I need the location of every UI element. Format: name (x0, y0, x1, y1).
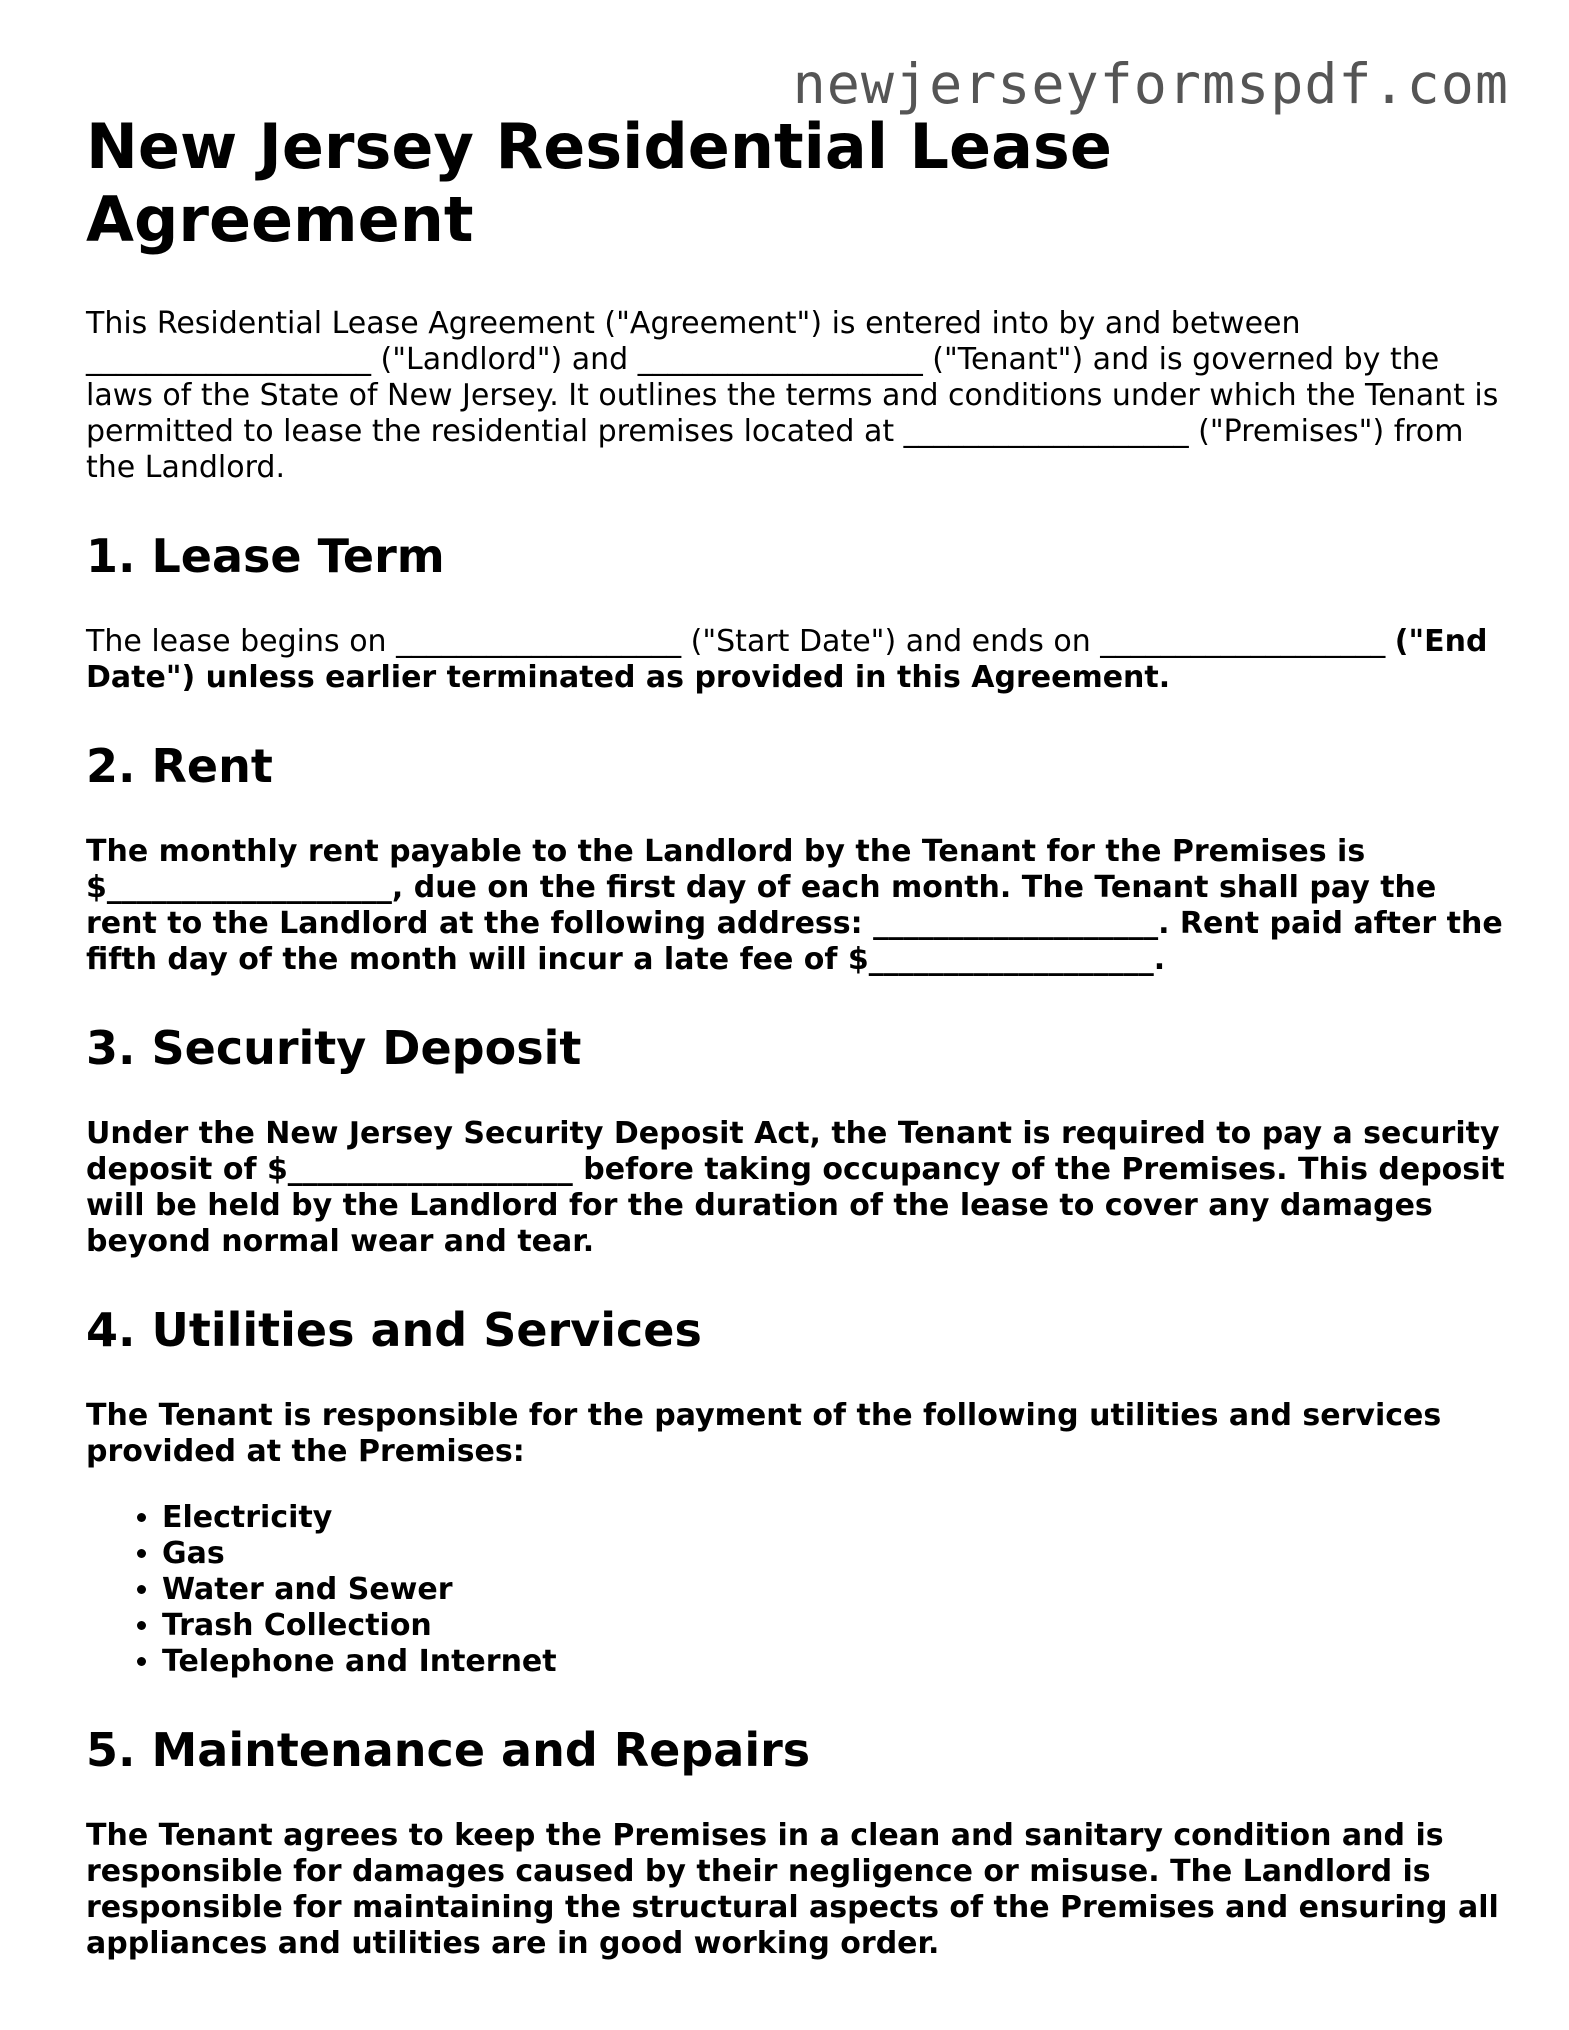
utilities-paragraph: The Tenant is responsible for the payment of the following utilities and services provided at the Premises: (86, 1398, 1442, 1469)
section-heading-rent: 2. Rent (86, 739, 273, 793)
watermark: newjerseyformspdf.com (792, 52, 1509, 116)
list-item: • Electricity (162, 1500, 1506, 1536)
section-heading-lease-term: 1. Lease Term (86, 529, 445, 583)
page-title: New Jersey Residential Lease Agreement (86, 110, 1112, 256)
section-heading-maintenance: 5. Maintenance and Repairs (86, 1723, 811, 1777)
list-item: • Gas (162, 1536, 1506, 1572)
section-heading-security-deposit: 3. Security Deposit (86, 1021, 582, 1075)
maintenance-paragraph: The Tenant agrees to keep the Premises in a clean and sanitary condition and is responsible for damages caused by their negligence or misuse. The Landlord is responsible for maintaining the structural aspects of the Premises and ensuring all appliances and utilities are in good working order. (86, 1818, 1499, 1961)
lease-term-text-bold: ("End Date") unless earlier terminated as provided in this Agreement. (86, 624, 1488, 695)
intro-paragraph: This Residential Lease Agreement ("Agreement") is entered into by and between ___________________ ("Landlord") and ___________________ ("Tenant") and is governed by the laws of the State of New Jersey. It outlines the terms and conditions under which the Tenant is permitted to lease the residential premises located at ___________________ ("Premises") from the Landlord. (86, 306, 1499, 485)
lease-term-paragraph (86, 624, 1506, 696)
list-item: • Telephone and Internet (162, 1644, 1506, 1680)
rent-paragraph: The monthly rent payable to the Landlord by the Tenant for the Premises is $___________________, due on the first day of each month. The Tenant shall pay the rent to the Landlord at the following address: ___________________. Rent paid after the fifth day of the month will incur a late fee of $___________________. (86, 834, 1503, 977)
security-deposit-paragraph: Under the New Jersey Security Deposit Act, the Tenant is required to pay a security deposit of $___________________ before taking occupancy of the Premises. This deposit will be held by the Landlord for the duration of the lease to cover any damages beyond normal wear and tear. (86, 1116, 1505, 1259)
list-item: • Water and Sewer (162, 1572, 1506, 1608)
section-heading-utilities: 4. Utilities and Services (86, 1303, 702, 1357)
list-item: • Trash Collection (162, 1608, 1506, 1644)
utilities-list (86, 1500, 1506, 1680)
document-page (86, 110, 1506, 2004)
lease-term-text: The lease begins on ___________________ ("Start Date") and ends on ___________________ (86, 624, 1395, 659)
